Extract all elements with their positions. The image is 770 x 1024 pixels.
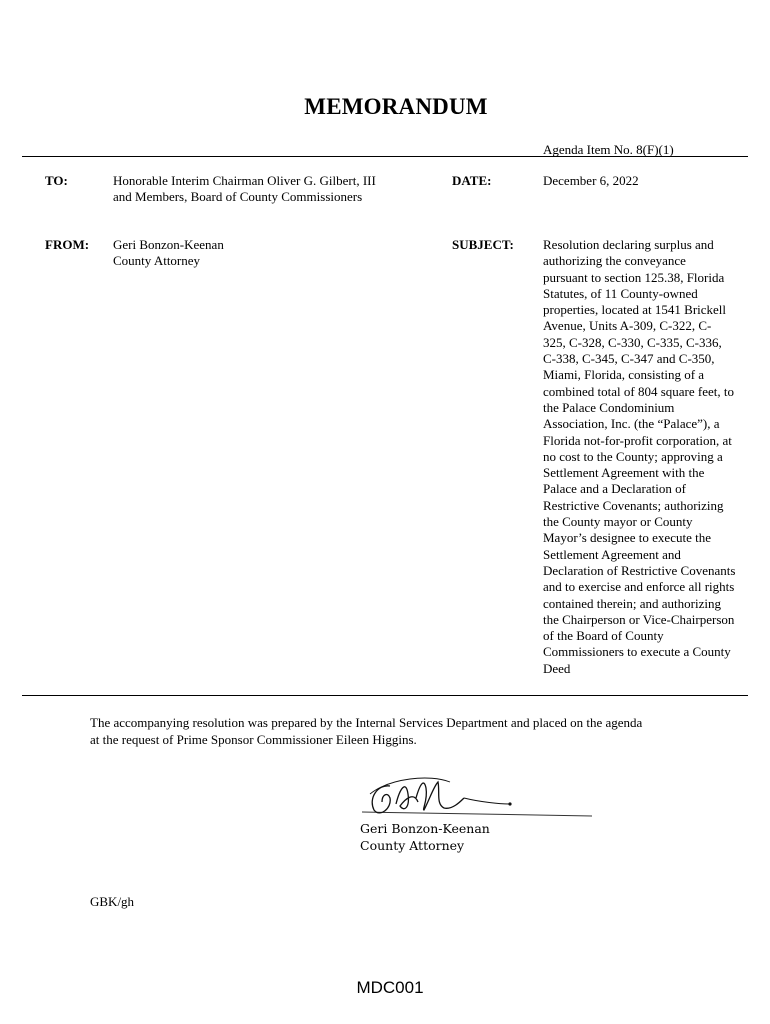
subject-line: properties, located at 1541 Brickell xyxy=(543,302,727,318)
body-line: The accompanying resolution was prepared by the Internal Services Department and placed on the agenda xyxy=(90,715,643,730)
subject-line: the County mayor or County xyxy=(543,514,693,530)
page-identifier: MDC001 xyxy=(356,978,424,997)
agenda-item-number: Agenda Item No. 8(F)(1) xyxy=(543,142,674,157)
subject-line: combined total of 804 square feet, to xyxy=(543,383,734,399)
subject-label: SUBJECT: xyxy=(452,237,514,252)
subject-line: the Palace Condominium xyxy=(543,399,675,415)
subject-line: Restrictive Covenants; authorizing xyxy=(543,497,724,513)
subject-line: Resolution declaring surplus and xyxy=(543,237,714,252)
from-label: FROM: xyxy=(45,237,90,252)
from-line: County Attorney xyxy=(113,253,201,269)
body-line: at the request of Prime Sponsor Commissioner Eileen Higgins. xyxy=(90,732,417,747)
subject-line: Statutes, of 11 County-owned xyxy=(543,285,698,301)
subject-line: Settlement Agreement and xyxy=(543,546,681,562)
subject-line: no cost to the County; approving a xyxy=(543,448,723,464)
subject-line: Deed xyxy=(543,660,571,676)
subject-line: pursuant to section 125.38, Florida xyxy=(543,269,725,285)
memo-body xyxy=(90,714,710,748)
memo-title: MEMORANDUM xyxy=(304,94,488,119)
signatory-title: County Attorney xyxy=(360,838,465,853)
handwritten-signature xyxy=(360,768,600,828)
to-label: TO: xyxy=(45,173,68,188)
subject-line: the Chairperson or Vice-Chairperson xyxy=(543,611,735,627)
to-recipient xyxy=(113,173,376,206)
subject-line: Miami, Florida, consisting of a xyxy=(543,367,705,383)
header-top-rule xyxy=(22,156,748,157)
date-value: December 6, 2022 xyxy=(543,173,639,188)
subject-line: Association, Inc. (the “Palace”), a xyxy=(543,416,720,432)
header-bottom-rule xyxy=(22,695,748,696)
subject-line: Declaration of Restrictive Covenants xyxy=(543,562,736,578)
subject-line: Mayor’s designee to execute the xyxy=(543,530,711,546)
from-line: Geri Bonzon-Keenan xyxy=(113,237,224,252)
subject-line: of the Board of County xyxy=(543,628,664,644)
subject-line: C-338, C-345, C-347 and C-350, xyxy=(543,351,715,367)
to-line: Honorable Interim Chairman Oliver G. Gilbert, III xyxy=(113,173,376,188)
typist-initials: GBK/gh xyxy=(90,894,135,909)
signature-block xyxy=(360,820,490,854)
subject-line: contained therein; and authorizing xyxy=(543,595,721,611)
subject-line: and to exercise and enforce all rights xyxy=(543,579,735,595)
to-line: and Members, Board of County Commissioners xyxy=(113,189,363,205)
subject-line: Settlement Agreement with the xyxy=(543,465,705,481)
subject-line: authorizing the conveyance xyxy=(543,253,686,269)
subject-line: Florida not-for-profit corporation, at xyxy=(543,432,732,448)
from-sender xyxy=(113,237,224,270)
date-label: DATE: xyxy=(452,173,492,188)
subject-line: Palace and a Declaration of xyxy=(543,481,686,497)
subject-line: 325, C-328, C-330, C-335, C-336, xyxy=(543,334,722,350)
subject-line: Avenue, Units A-309, C-322, C- xyxy=(543,318,712,334)
signatory-name: Geri Bonzon-Keenan xyxy=(360,821,490,836)
subject-text xyxy=(543,237,753,677)
subject-line: Commissioners to execute a County xyxy=(543,644,731,660)
